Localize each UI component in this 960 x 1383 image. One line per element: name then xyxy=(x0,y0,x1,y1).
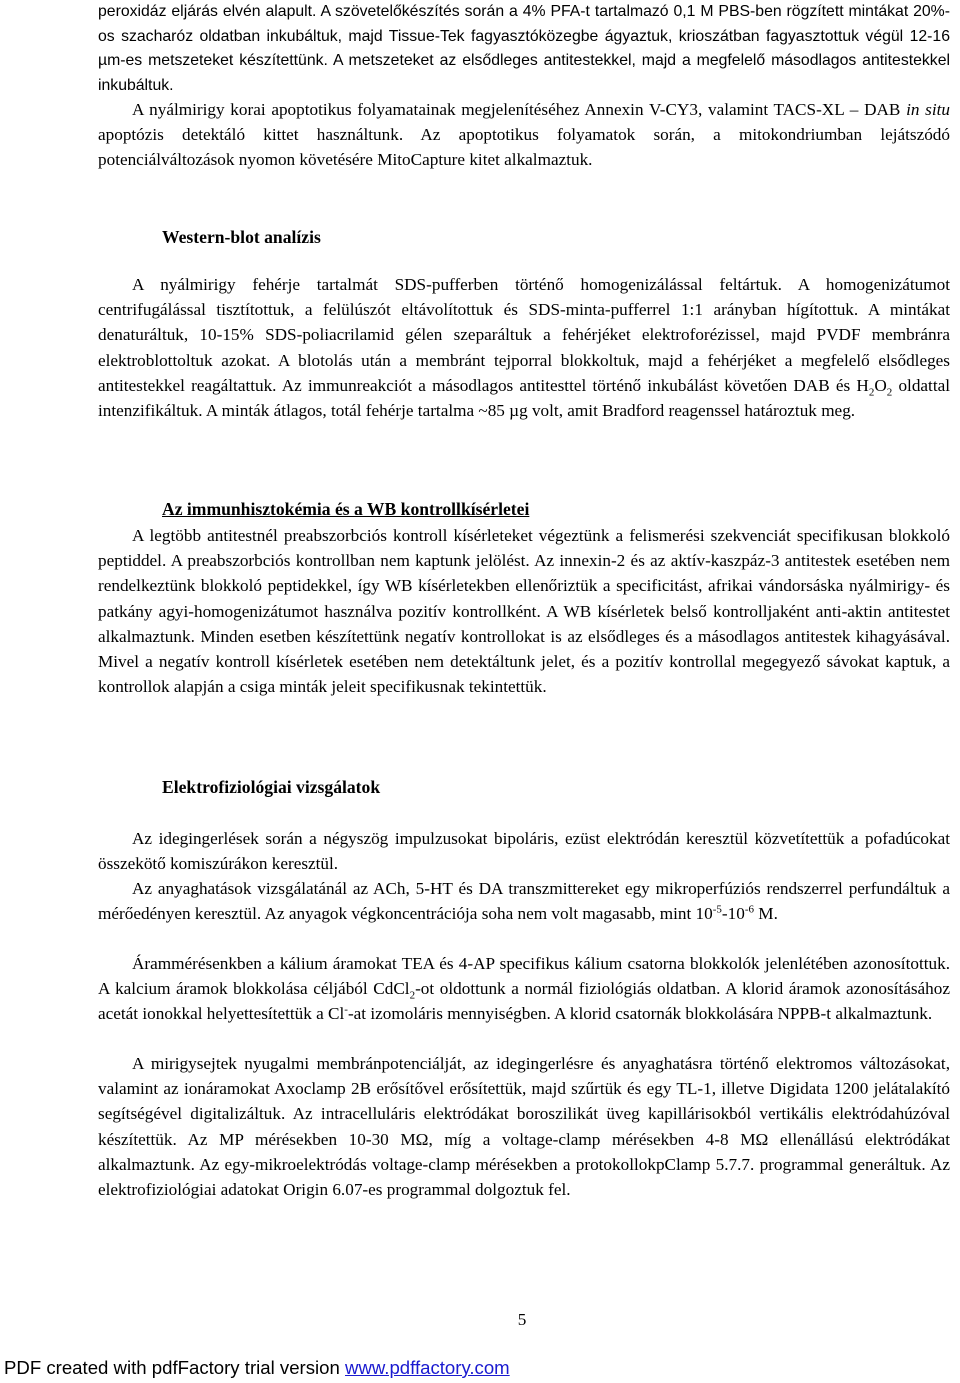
paragraph-western-blot xyxy=(98,272,950,423)
page-number: 5 xyxy=(517,1310,527,1329)
paragraph-controls xyxy=(98,523,950,699)
superscript: -6 xyxy=(744,903,754,916)
paragraph-apoptosis xyxy=(98,97,950,173)
heading-controls: Az immunhisztokémia és a WB kontrollkísérletei xyxy=(162,499,530,519)
paragraph-text: Az apoptotikus folyamatok során, a mitokondriumban lejátszódó potenciálváltozások nyomon követésére MitoCapture kitet alkalmaztuk. xyxy=(98,125,950,170)
paragraph-substances xyxy=(98,876,950,926)
paragraph-text: apoptózis detektáló kittet használtunk. xyxy=(98,125,421,145)
italic-term: in situ xyxy=(906,100,951,119)
paragraph-text: -at izomoláris mennyiségben. A klorid csatornák blokkolására NPPB-t alkalmaztunk. xyxy=(347,1004,933,1024)
subscript: 2 xyxy=(886,386,893,399)
paragraph-currents xyxy=(98,951,950,1027)
paragraph-text: A legtöbb antitestnél preabszorbciós kontroll kísérleteket végeztünk a felismerési szekvenciát specifikusan blokkoló peptiddel. A preabszorbciós kontrollban nem kaptunk jelölést. Az innexin-2 és az aktív-kaszpáz-3 antitestek esetében nem rendelkeztünk blokkoló peptidekkel, így WB kísérletekben ellenőriztük a specificitást, afrikai vándorsáska nyálmirigy- és patkány agyi-homogenizátumot használva pozitív kontrollként. A WB kísérletek belső kontrolljaként anti-aktin antitestet alkalmaztunk. Minden esetben készítettünk negatív kontrollokat is az elsődleges és a másodlagos antitestek kihagyásával. Mivel a negatív kontroll kísérletek esetében nem detektáltunk jelet, és a pozitív kontrollal megegyező sávokat kaptuk, a kontrollok alapján a csiga minták jeleit specifikusnak tekintettük. xyxy=(98,526,950,697)
paragraph-text: Az idegingerlések során a négyszög impulzusokat bipoláris, ezüst elektródán keresztül közvetítettük a pofadúcokat összekötő komiszúrákon keresztül. xyxy=(98,829,950,874)
paragraph-text: M. xyxy=(754,904,778,924)
paragraph-text: A nyálmirigy korai apoptotikus folyamatainak megjelenítéséhez Annexin V-CY3, valamint TACS-XL – DAB xyxy=(132,100,907,119)
paragraph-text: Az anyaghatások vizsgálatánál az ACh, 5-HT és DA transzmittereket egy mikroperfúziós rendszerrel perfundáltuk a mérőedényen keresztül. Az anyagok végkoncentrációja soha nem volt magasabb, mint 10 xyxy=(98,879,950,924)
paragraph-text: Árammérésenkben a kálium áramokat TEA és 4-AP specifikus kálium csatorna blokkolók jelenlétében azonosítottuk. A kalcium áramok blokkolása céljából CdCl xyxy=(98,954,950,999)
superscript: -5 xyxy=(712,903,722,916)
heading-electrophysiology: Elektrofiziológiai vizsgálatok xyxy=(162,777,381,797)
heading-western-blot: Western-blot analízis xyxy=(162,227,321,247)
paragraph-text: -10 xyxy=(721,904,745,924)
footer-text: PDF created with pdfFactory trial version xyxy=(4,1357,346,1378)
paragraph-text: O xyxy=(874,375,887,395)
paragraph-text: oldattal intenzifikáltuk. A minták átlagos, totál fehérje tartalma ~85 µg volt, amit Bradford reagenssel határoztuk meg. xyxy=(98,375,951,421)
subscript: 2 xyxy=(409,989,416,1002)
pdf-footer xyxy=(4,1357,510,1379)
subscript: 2 xyxy=(868,386,875,399)
paragraph-text: peroxidáz eljárás elvén alapult. A szövetelőkészítés során a 4% PFA-t tartalmazó 0,1 M PBS-ben rögzített mintákat 20%-os szacharóz oldatban inkubáltuk, majd Tissue-Tek fagyasztóközegbe ágyaztuk, krioszátban fagyasztottuk végül 12-16 µm-es metszeteket készítettünk. A metszeteket az elsődleges antitestekkel, majd a megfelelő másodlagos antitestekkel inkubáltuk. xyxy=(98,3,950,94)
superscript: - xyxy=(344,1003,348,1016)
paragraph-stimulation xyxy=(98,826,950,876)
paragraph-recording xyxy=(98,1051,950,1202)
paragraph-tissue-preparation xyxy=(98,0,950,98)
footer-link[interactable]: www.pdffactory.com xyxy=(345,1357,510,1378)
paragraph-text: A nyálmirigy fehérje tartalmát SDS-pufferben történő homogenizálással feltártuk. A homogenizátumot centrifugálással tisztítottuk, a felülúszót eltávolítottuk és SDS-minta-pufferrel 1:1 arányban hígítottuk. A mintákat denaturáltuk, 10-15% SDS-poliacrilamid gélen szeparáltuk a fehérjéket elektroforézissel, majd PVDF membránra elektroblottoltuk azokat. A blotolás után a membránt tejporral blokkoltuk, majd a fehérjéket a megfelelő elsődleges antitestekkel reagáltattuk. Az immunreakciót a másodlagos antitesttel történő inkubálást követően DAB és H xyxy=(98,275,950,395)
paragraph-text: -ot oldottunk a normál fiziológiás oldatban. A klorid áramok azonosításához acetát ionokkal helyettesítettük a Cl xyxy=(98,979,950,1024)
paragraph-text: A mirigysejtek nyugalmi membránpotenciálját, az idegingerlésre és anyaghatásra történő elektromos változásokat, valamint az ionáramokat Axoclamp 2B erősítővel erősítettük, majd szűrtük és egy TL-1, illetve Digidata 1200 jelátalakító segítségével digitalizáltuk. Az intracelluláris elektródákat boroszilikát üveg kapillárisokból vertikális elektródahúzóval készítettük. Az MP mérésekben 10-30 MΩ, míg a voltage-clamp mérésekben 4-8 MΩ ellenállású elektródákat alkalmaztunk. Az egy-mikroelektródás voltage-clamp mérésekben a protokollokpClamp 5.7.7. programmal generáltuk. Az elektrofiziológiai adatokat Origin 6.07-es programmal dolgoztuk fel. xyxy=(98,1054,950,1200)
